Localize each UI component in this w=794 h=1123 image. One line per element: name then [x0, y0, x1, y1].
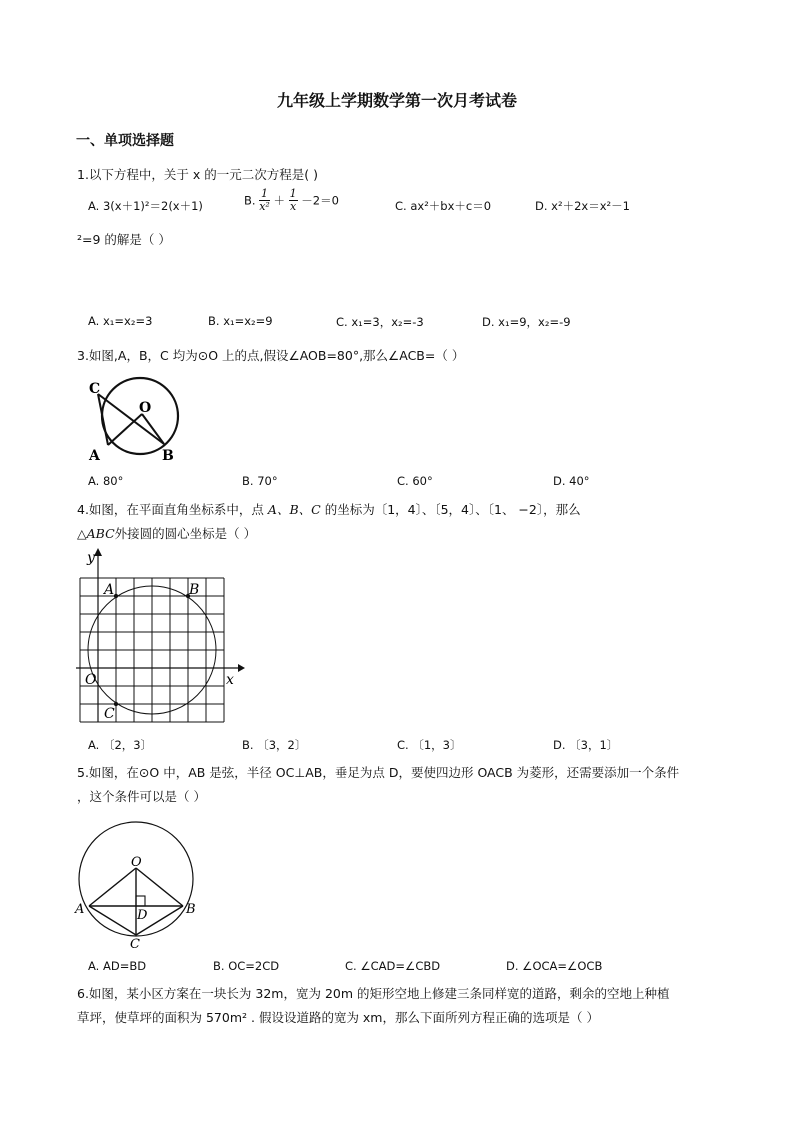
q6-stem-line-1: 6.如图，某小区方案在一块长为 32m，宽为 20m 的矩形空地上修建三条同样宽的道路，剩余的空地上种植 [77, 986, 670, 1001]
q5-label-a: A [75, 902, 85, 917]
q1-stem: 1.以下方程中，关于 x 的一元二次方程是( ) [77, 167, 318, 182]
q3-option-d: D. 40° [553, 474, 590, 488]
page-title: 九年级上学期数学第一次月考试卷 [276, 91, 517, 110]
q4-stem-line-1 [77, 500, 581, 518]
q5-segment-oa [89, 868, 136, 906]
q3-label-b: B [162, 448, 174, 464]
q1-option-c: C. ax²＋bx＋c＝0 [395, 199, 492, 213]
section-heading: 一、单项选择题 [76, 133, 174, 149]
q4-stem-pre: 4.如图，在平面直角坐标系中，点 [77, 502, 264, 517]
q5-option-d: D. ∠OCA=∠OCB [506, 959, 603, 973]
q5-segment-ob [136, 868, 183, 906]
q4-option-c: C. 〔1，3〕 [397, 738, 462, 752]
q3-label-o: O [139, 400, 152, 416]
q4-option-a: A. 〔2，3〕 [88, 738, 153, 752]
q4-label-c: C [104, 706, 115, 722]
q3-option-b: B. 70° [242, 474, 278, 488]
q5-stem-line-1: 5.如图，在⊙O 中，AB 是弦，半径 OC⊥AB，垂足为点 D，要使四边形 OACB 为菱形，还需要添加一个条件 [77, 765, 680, 780]
q5-right-angle-mark [136, 896, 145, 906]
q4-x-axis-arrow-icon [238, 664, 245, 672]
q4-option-d: D. 〔3，1〕 [553, 738, 619, 752]
q3-label-c: C [89, 381, 101, 397]
q1-b-frac1-num: 1 [261, 187, 269, 200]
q5-circle-figure [70, 810, 206, 950]
q1-option-d: D. x²＋2x＝x²－1 [535, 199, 630, 213]
q1-b-frac2-den: x [290, 200, 297, 213]
q5-label-c: C [130, 937, 140, 950]
q4-stem-triangle-symbol: △ [77, 526, 87, 541]
q3-label-a: A [89, 448, 100, 464]
q4-coordinate-grid-figure [74, 546, 246, 726]
q4-label-o: O [85, 672, 97, 688]
q1-option-b-tail: －2＝0 [301, 193, 339, 208]
q4-option-b: B. 〔3，2〕 [242, 738, 307, 752]
q1-option-b-fraction-2 [289, 188, 298, 213]
q4-stem-post: 的坐标为〔1，4〕、〔5，4〕、〔1、 −2〕，那么 [324, 502, 581, 517]
q4-stem-line-2 [77, 524, 256, 542]
q4-point-a [114, 594, 118, 598]
q5-option-c: C. ∠CAD=∠CBD [345, 959, 441, 973]
q1-option-b-fraction-1 [259, 188, 270, 213]
q3-option-c: C. 60° [397, 474, 433, 488]
q4-stem-points: A、B、C [267, 502, 321, 517]
q3-stem: 3.如图,A，B，C 均为⊙O 上的点,假设∠AOB=80°,那么∠ACB=（ ） [77, 348, 465, 363]
q3-circle-figure [84, 370, 188, 464]
q1-b-frac2-num: 1 [289, 187, 297, 200]
q2-option-d: D. x₁=9，x₂=-9 [482, 315, 571, 329]
q5-label-d: D [137, 908, 148, 923]
q4-grid [80, 578, 224, 722]
q1-option-b-plus: ＋ [273, 193, 285, 208]
q5-option-b: B. OC=2CD [213, 959, 280, 973]
q1-option-a: A. 3(x＋1)²＝2(x＋1) [88, 199, 203, 213]
q5-option-a: A. AD=BD [88, 959, 147, 973]
q6-stem-line-2: 草坪，使草坪的面积为 570m² . 假设设道路的宽为 xm，那么下面所列方程正确的选项是（ ） [77, 1010, 599, 1025]
q4-label-b: B [189, 582, 200, 598]
q2-option-c: C. x₁=3，x₂=-3 [336, 315, 424, 329]
q1-b-frac1-den: x² [259, 200, 270, 213]
q1-option-b [244, 188, 339, 213]
q4-label-x: x [226, 672, 234, 688]
q5-label-b: B [186, 902, 196, 917]
q2-option-a: A. x₁=x₂=3 [88, 314, 153, 328]
q4-stem-line-2-post: 外接圆的圆心坐标是（ ） [114, 526, 257, 541]
q4-stem-triangle: ABC [86, 526, 115, 541]
q1-option-b-prefix: B. [244, 193, 256, 208]
q2-option-b: B. x₁=x₂=9 [208, 314, 273, 328]
q5-label-o: O [131, 855, 142, 870]
q3-option-a: A. 80° [88, 474, 124, 488]
q4-label-a: A [104, 582, 115, 598]
q4-y-axis-arrow-icon [94, 548, 102, 556]
q5-stem-line-2: ，这个条件可以是（ ） [77, 789, 206, 804]
q4-label-y: y [87, 550, 95, 566]
q3-segment-ao [108, 414, 142, 445]
q2-stem: ²=9 的解是（ ） [77, 232, 171, 247]
